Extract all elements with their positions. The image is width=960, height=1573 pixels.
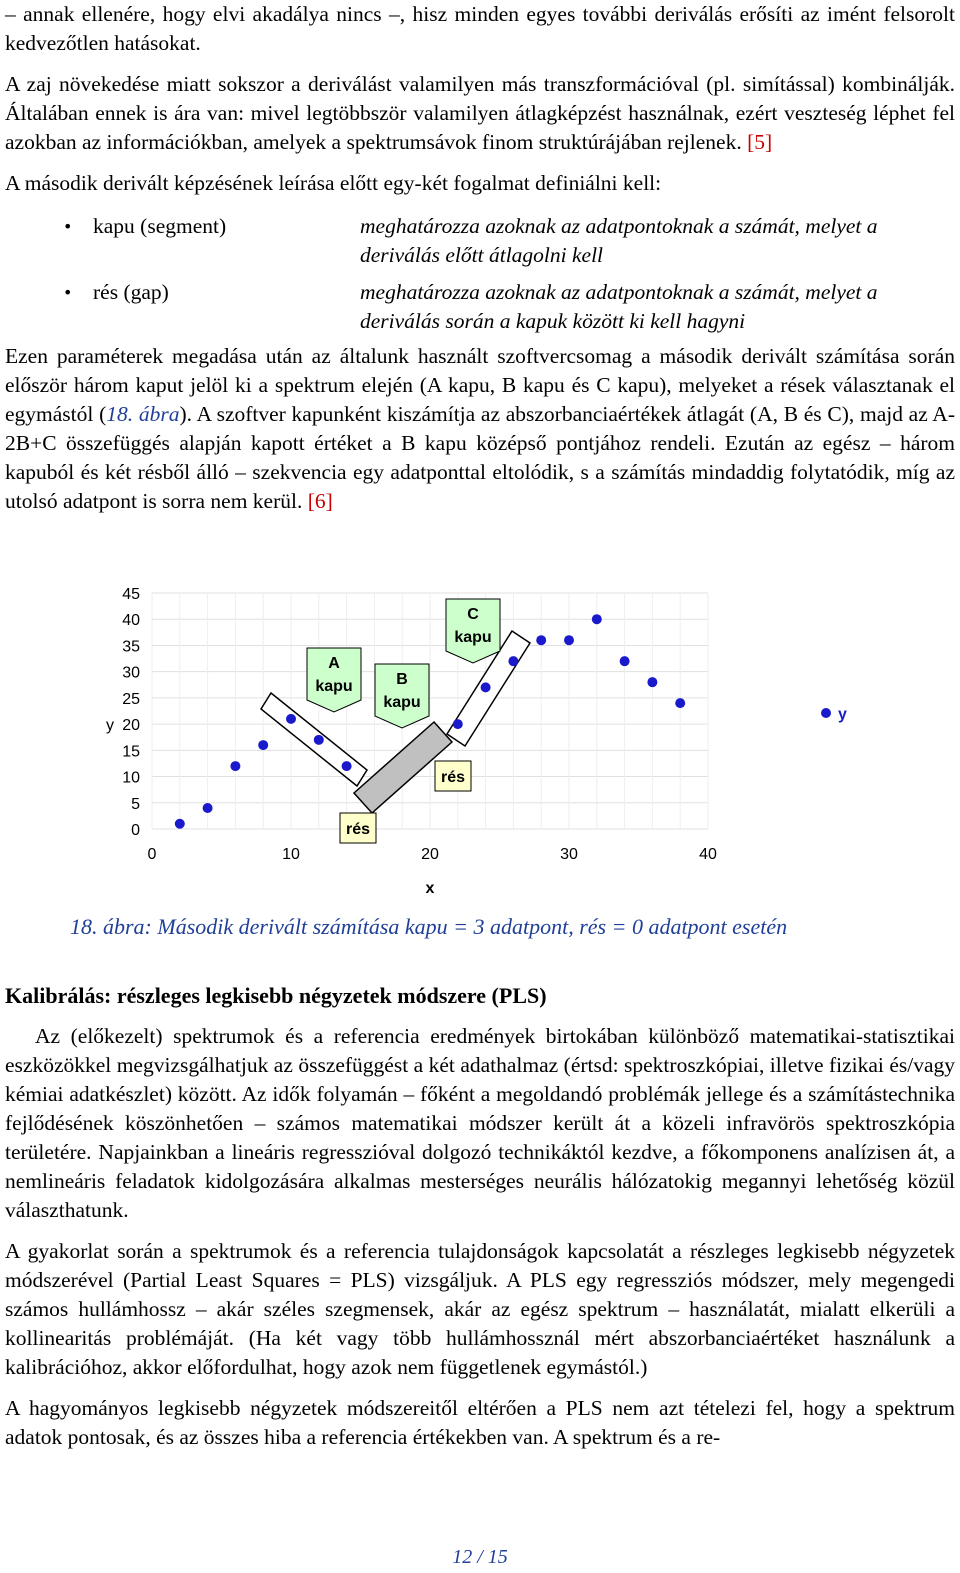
bullet-icon: • <box>63 217 73 236</box>
paragraph: A második derivált képzésének leírása előtt egy-két fogalmat definiálni kell: <box>5 171 662 195</box>
paragraph: Ezen paraméterek megadása után az általunk használt szoftvercsomag a második derivált számítása során először három kaput jelöl ki a spektrum elején (A kapu, B kapu és C kapu), melyeket a rések választanak el egymástól (18. ábra). A szoftver kapunként kiszámítja az abszorbanciaértékek átlagát (A, B és C), majd az A-2B+C összefüggés alapján kapott értéket a B kapu középső pontjához rendeli. Ezután az egész – három kapuból és két résből álló – szekvencia egy adatponttal eltolódik, s a számítás mindaddig folytatódik, míg az utolsó adatpont is sorra nem kerül. [6] <box>5 344 955 513</box>
y-axis-label: y <box>106 717 114 735</box>
section-body <box>5 1022 955 1452</box>
paragraph: – annak ellenére, hogy elvi akadálya nincs –, hisz minden egyes további deriválás erősíti az imént felsorolt kedvezőtlen hatásokat. <box>5 2 955 55</box>
paragraph: Az (előkezelt) spektrumok és a referencia eredmények birtokában különböző matematikai-statisztikai eszközökkel megvizsgálhatjuk az összefüggést a két adathalmaz (értsd: spektroszkópiai, illetve fizikai és/vagy kémiai adatkészlet) között. Az idők folyamán – főként a megoldandó problémák jellege és a számítástechnika fejlődésének köszönhetően – számos matematikai módszer került át a közeli infravörös spektroszkópia területére. Napjainkban a lineáris regresszióval dolgozó technikáktól kezdve, a főkomponens analízisen át, a nemlineáris feladatok kidolgozására alkalmas mesterséges neurális hálózatokig megannyi lehetőség közül választhatunk. <box>5 1024 955 1222</box>
y-tick-label: 45 <box>122 586 140 603</box>
paragraph: A hagyományos legkisebb négyzetek módszereitől eltérően a PLS nem azt tételezi fel, hogy a spektrum adatok pontosak, és az összes hiba a referencia értékekben van. A spektrum és a re- <box>5 1396 955 1449</box>
x-tick-label: 10 <box>282 846 300 863</box>
y-tick-label: 35 <box>122 638 140 656</box>
data-point <box>647 677 657 687</box>
y-tick-label: 20 <box>122 717 140 735</box>
definition-term: kapu (segment) <box>93 214 227 238</box>
y-tick-label: 0 <box>131 822 140 839</box>
x-axis-label: x <box>425 880 435 897</box>
y-tick-label: 30 <box>122 664 140 682</box>
reference-link[interactable]: [6] <box>307 489 333 513</box>
gap-label: rés <box>345 821 371 838</box>
document-page <box>5 0 955 516</box>
gap-label: rés <box>440 769 466 786</box>
data-point <box>508 656 518 666</box>
paragraph: A gyakorlat során a spektrumok és a referencia tulajdonságok kapcsolatát a részleges legkisebb négyzetek módszerével (Partial Least Squares = PLS) vizsgáljuk. A PLS egy regressziós módszer, mely megengedi számos hullámhossz – akár széles szegmensek, akár az egész spektrum – használatát, mialatt elkerüli a kollinearitás problémáját. (Ha két vagy több hullámhossznál mért abszorbanciaértéket használunk a kalibrációhoz, akkor előfordulhat, hogy azok nem függetlenek egymástól.) <box>5 1239 955 1379</box>
callout-label: A <box>328 655 340 672</box>
legend-label: y <box>838 706 847 723</box>
callout-label: kapu <box>383 694 421 711</box>
y-tick-label: 5 <box>131 795 140 813</box>
data-point <box>564 635 574 645</box>
callout-label: B <box>396 671 408 688</box>
y-tick-label: 10 <box>122 769 140 787</box>
definition-term: rés (gap) <box>93 280 169 304</box>
legend-marker <box>821 708 831 718</box>
x-tick-label: 30 <box>560 846 578 863</box>
bullet-icon: • <box>63 283 73 302</box>
y-tick-label: 15 <box>122 743 140 761</box>
page-number: 12 / 15 <box>452 1546 508 1568</box>
reference-link[interactable]: [5] <box>747 130 773 154</box>
x-tick-label: 0 <box>147 846 157 863</box>
data-point <box>203 803 213 813</box>
paragraph: A zaj növekedése miatt sokszor a deriválást valamilyen más transzformációval (pl. simítással) kombinálják. Általában ennek is ára van: mivel legtöbbször valamilyen átlagképzést használnak, ezért veszteség léphet fel azokban az információkban, amelyek a spektrumsávok finom struktúrájában rejlenek. [5] <box>5 72 955 154</box>
list-item <box>5 212 955 278</box>
list-item <box>5 278 955 344</box>
data-point <box>453 719 463 729</box>
data-point <box>481 682 491 692</box>
definition-description: meghatározza azoknak az adatpontoknak a számát, melyet a deriválás előtt átlagolni kell <box>360 214 878 267</box>
definition-description: meghatározza azoknak az adatpontoknak a számát, melyet a deriválás során a kapuk között ki kell hagyni <box>360 280 878 333</box>
definition-list <box>5 212 955 344</box>
x-tick-label: 40 <box>699 846 717 863</box>
data-point <box>286 714 296 724</box>
y-tick-label: 25 <box>122 690 140 708</box>
data-point <box>592 614 602 624</box>
data-point <box>675 698 685 708</box>
data-point <box>175 819 185 829</box>
data-point <box>230 761 240 771</box>
data-point <box>620 656 630 666</box>
data-point <box>258 740 268 750</box>
callout-label: C <box>467 606 479 623</box>
data-point <box>314 735 324 745</box>
figure-chart <box>90 585 880 900</box>
figure-caption: 18. ábra: Második derivált számítása kapu = 3 adatpont, rés = 0 adatpont esetén <box>70 914 788 939</box>
chart-svg <box>90 585 880 900</box>
section-heading: Kalibrálás: részleges legkisebb négyzetek módszere (PLS) <box>5 983 547 1008</box>
data-point <box>342 761 352 771</box>
x-tick-label: 20 <box>421 846 439 863</box>
callout-label: kapu <box>454 629 492 646</box>
y-tick-label: 40 <box>122 612 140 630</box>
callout-label: kapu <box>315 678 353 695</box>
figure-reference[interactable]: 18. ábra <box>106 402 180 426</box>
data-point <box>536 635 546 645</box>
